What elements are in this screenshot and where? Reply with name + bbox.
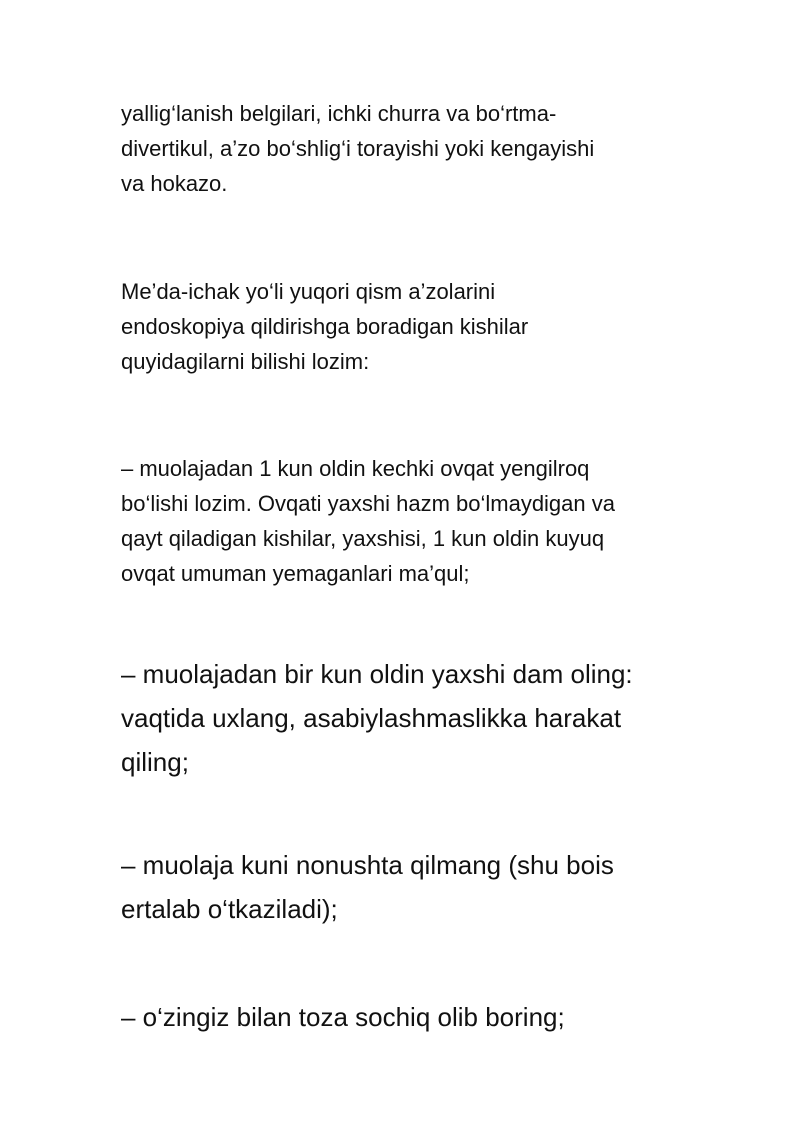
- list-item-light-dinner: – muolajadan 1 kun oldin kechki ovqat yengilroq bo‘lishi lozim. Ovqati yaxshi hazm bo‘lmaydigan va qayt qiladigan kishilar, yaxshisi, 1 kun oldin kuyuq ovqat umuman yemaganlari ma’qul;: [121, 456, 615, 586]
- paragraph-inflammation-signs: yallig‘lanish belgilari, ichki churra va bo‘rtma- divertikul, a’zo bo‘shlig‘i torayishi yoki kengayishi va hokazo.: [121, 101, 595, 196]
- list-item-no-breakfast: – muolaja kuni nonushta qilmang (shu bois ertalab o‘tkaziladi);: [121, 850, 614, 924]
- paragraph-endoscopy-intro: Me’da-ichak yo‘li yuqori qism a’zolarini endoskopiya qildirishga boradigan kishilar quyidagilarni bilishi lozim:: [121, 279, 529, 374]
- list-item-rest: – muolajadan bir kun oldin yaxshi dam oling: vaqtida uxlang, asabiylashmaslikka harakat qiling;: [121, 659, 633, 777]
- list-item-towel: – o‘zingiz bilan toza sochiq olib boring;: [121, 1002, 565, 1032]
